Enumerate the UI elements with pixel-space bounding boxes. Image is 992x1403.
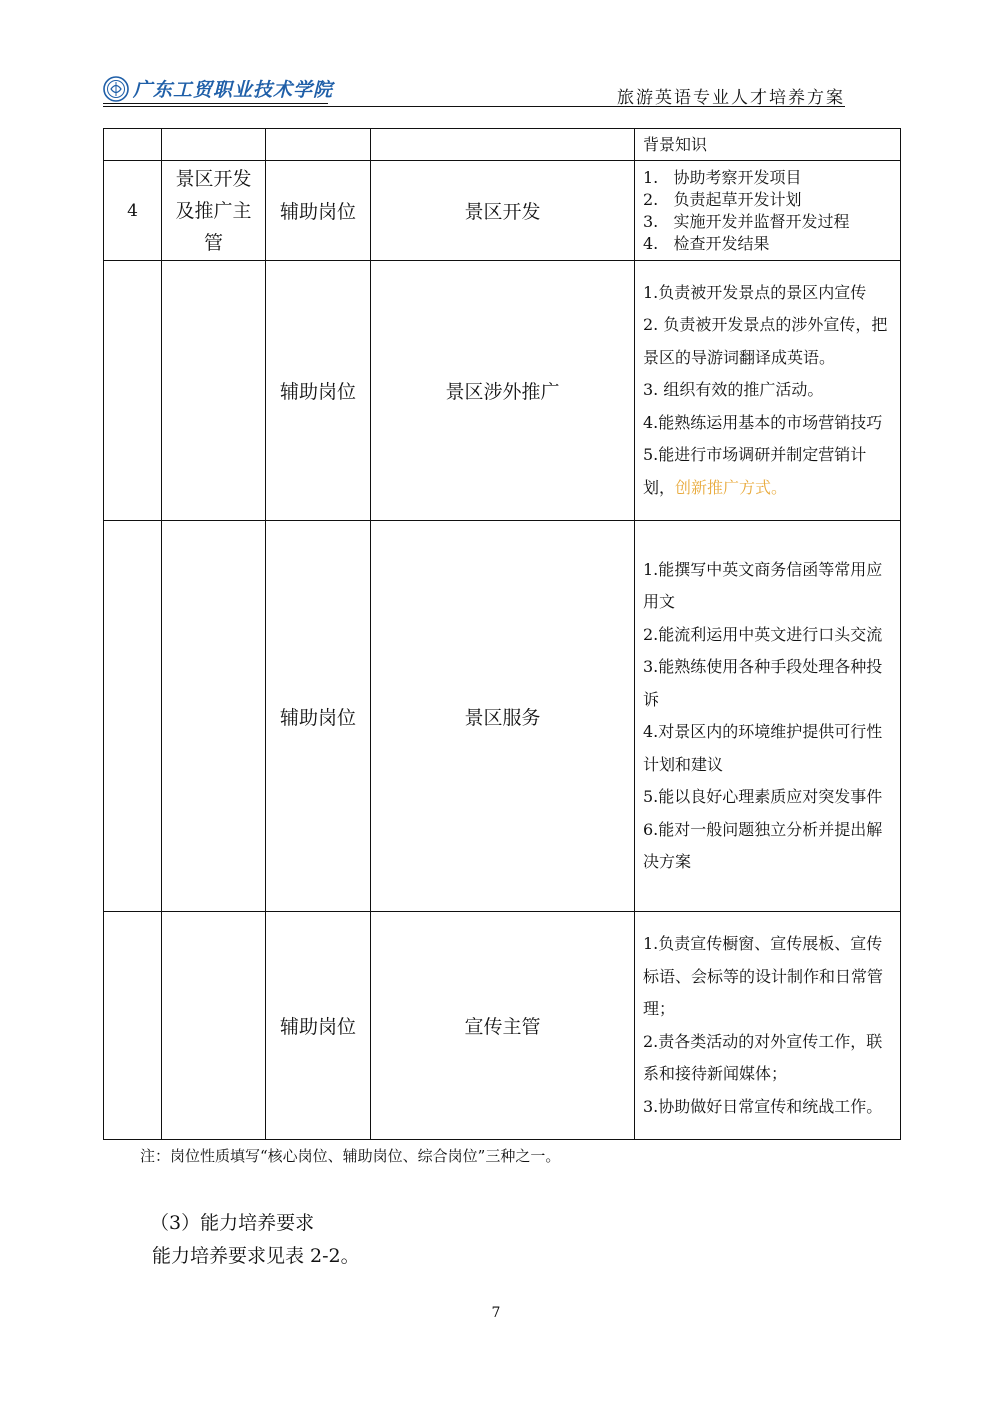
position-type: 辅助岗位 <box>266 912 371 1140</box>
header-divider <box>103 106 845 107</box>
position-ability-table <box>103 128 901 1140</box>
table-cell-abilities <box>635 912 901 1140</box>
position-type: 辅助岗位 <box>266 261 371 521</box>
table-cell-name <box>162 521 266 912</box>
table-cell-abilities <box>635 129 901 161</box>
work-task: 宣传主管 <box>371 912 635 1140</box>
work-task: 景区服务 <box>371 521 635 912</box>
ability-item: 1.能撰写中英文商务信函等常用应用文 <box>643 559 883 611</box>
table-cell-type <box>266 129 371 161</box>
table-note: 注：岗位性质填写“核心岗位、辅助岗位、综合岗位”三种之一。 <box>140 1147 561 1165</box>
table-cell-task <box>371 129 635 161</box>
header-logo-underline <box>103 103 328 104</box>
ability-item <box>643 439 892 504</box>
table-cell-abilities <box>635 161 901 261</box>
ability-item: 2. 负责被开发景点的涉外宣传，把景区的导游词翻译成英语。 <box>643 315 888 367</box>
table-cell-no <box>104 912 162 1140</box>
table-row <box>104 521 901 912</box>
ability-item: 3.协助做好日常宣传和统战工作。 <box>643 1096 883 1116</box>
table-cell-no <box>104 261 162 521</box>
ability-item: 2.责各类活动的对外宣传工作，联系和接待新闻媒体； <box>643 1031 883 1083</box>
table-row <box>104 161 901 261</box>
page-header <box>103 72 845 110</box>
table-cell-abilities <box>635 261 901 521</box>
ability-item: 2.能流利运用中英文进行口头交流 <box>643 624 883 644</box>
document-title: 旅游英语专业人才培养方案 <box>617 88 845 108</box>
position-type: 辅助岗位 <box>266 161 371 261</box>
section-heading: （3）能力培养要求 <box>150 1212 315 1234</box>
ability-item: 6.能对一般问题独立分析并提出解决方案 <box>643 819 883 871</box>
table-cell-no <box>104 521 162 912</box>
ability-item: 4.对景区内的环境维护提供可行性计划和建议 <box>643 722 883 774</box>
ability-item: 1. 协助考察开发项目 <box>643 167 802 187</box>
position-number: 4 <box>104 161 162 261</box>
table-row <box>104 912 901 1140</box>
ability-item: 5.能以良好心理素质应对突发事件 <box>643 787 883 806</box>
school-name: 广东工贸职业技术学院 <box>133 79 334 101</box>
school-seal-icon <box>103 76 129 102</box>
table-cell-no <box>104 129 162 161</box>
table-cell-name <box>162 129 266 161</box>
page-number: 7 <box>491 1305 501 1321</box>
ability-item: 3.能熟练使用各种手段处理各种投诉 <box>643 657 883 709</box>
position-name: 景区开发及推广主管 <box>162 161 266 261</box>
school-logo <box>103 75 333 102</box>
ability-text: 5.能进行市场调研并制定营销计划， <box>643 445 867 497</box>
section-body: 能力培养要求见表 2-2。 <box>152 1245 360 1267</box>
ability-item: 2. 负责起草开发计划 <box>643 189 802 209</box>
position-type: 辅助岗位 <box>266 521 371 912</box>
table-cell-name <box>162 912 266 1140</box>
ability-item: 3. 组织有效的推广活动。 <box>643 380 824 400</box>
table-cell-abilities <box>635 521 901 912</box>
table-cell-name <box>162 261 266 521</box>
ability-item: 4. 检查开发结果 <box>643 233 770 253</box>
highlighted-ability-text: 创新推广方式。 <box>675 477 788 497</box>
ability-item: 3. 实施开发并监督开发过程 <box>643 211 850 231</box>
table-row <box>104 129 901 161</box>
work-task: 景区涉外推广 <box>371 261 635 521</box>
ability-item: 背景知识 <box>643 134 708 154</box>
ability-item: 1.负责被开发景点的景区内宣传 <box>643 282 867 302</box>
work-task: 景区开发 <box>371 161 635 261</box>
table-row <box>104 261 901 521</box>
ability-item: 1.负责宣传橱窗、宣传展板、宣传标语、会标等的设计制作和日常管理； <box>643 934 884 1018</box>
ability-item: 4.能熟练运用基本的市场营销技巧 <box>643 412 883 432</box>
